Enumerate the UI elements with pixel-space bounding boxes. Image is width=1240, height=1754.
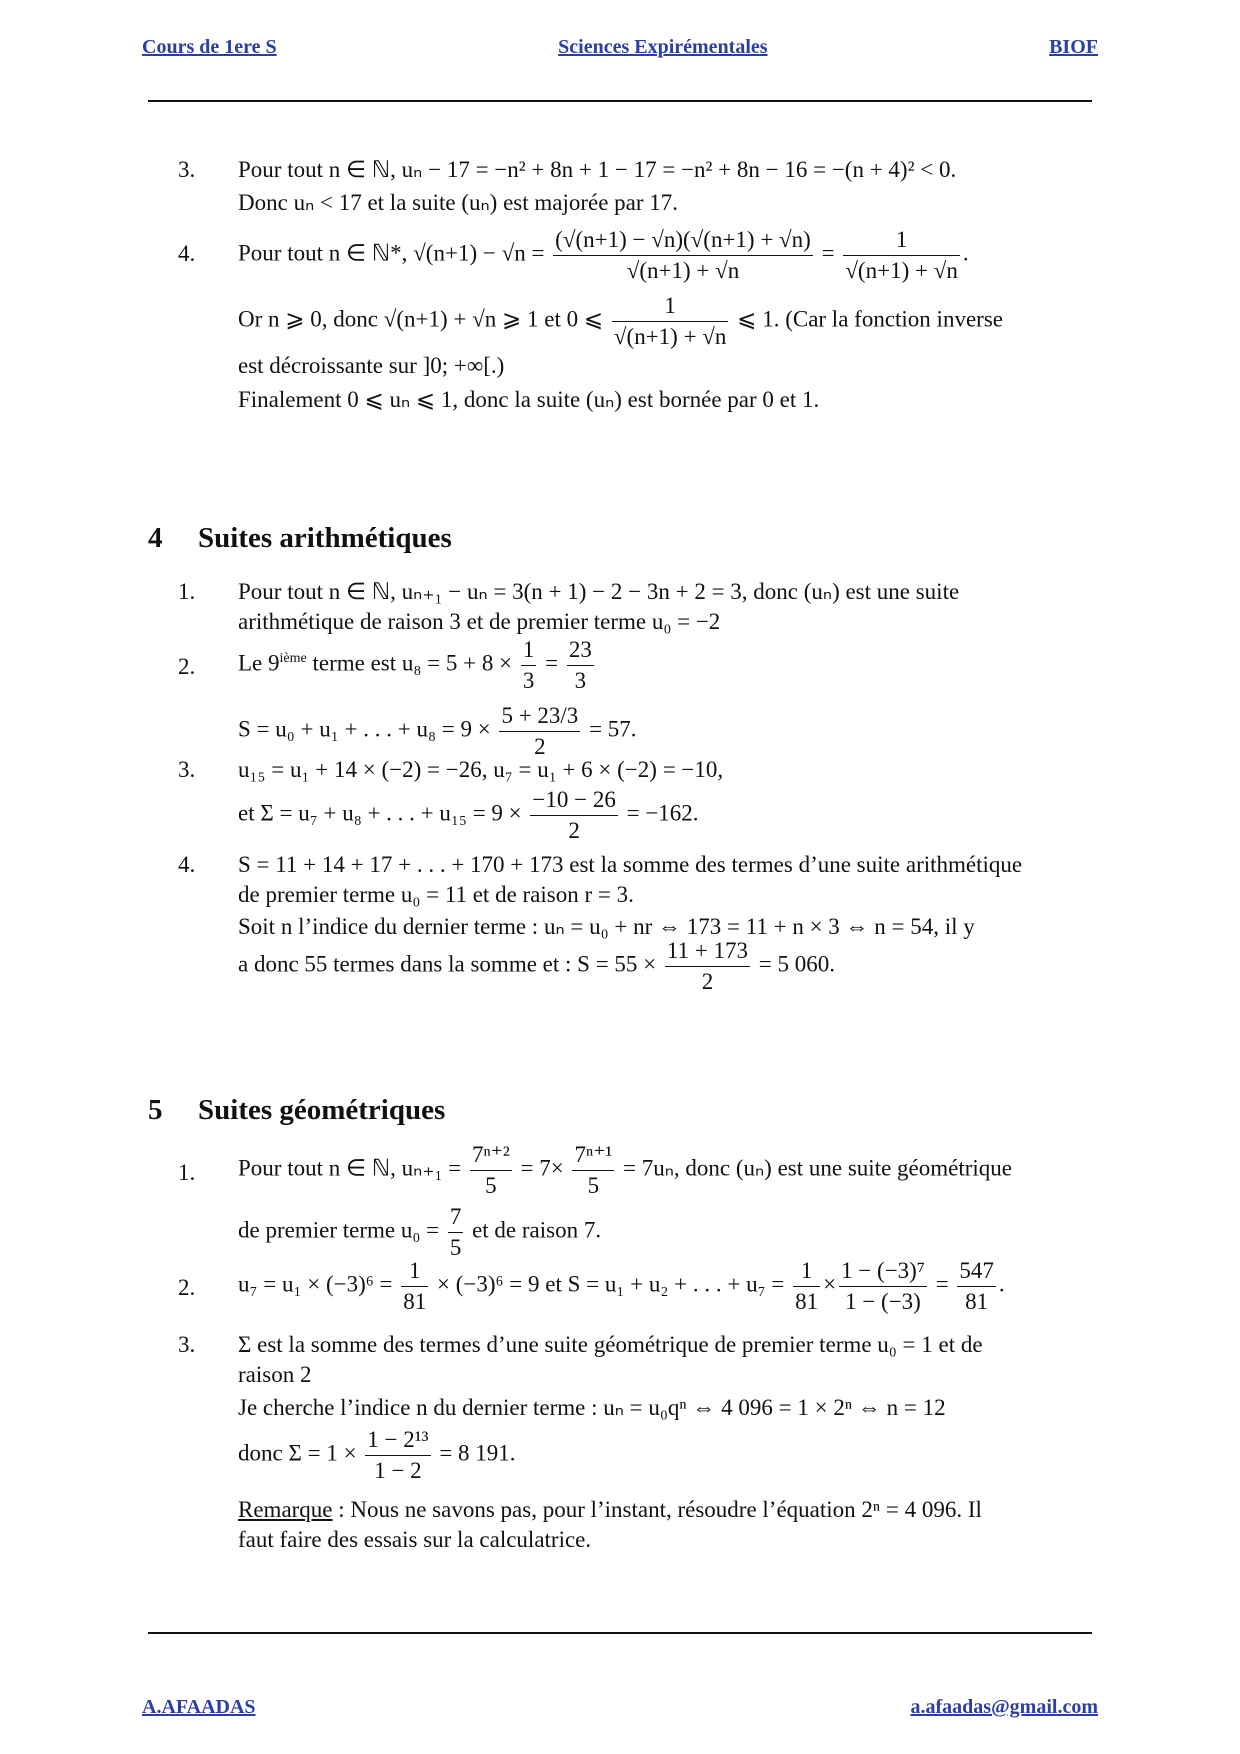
text: = −162.: [626, 800, 699, 826]
text: =: [545, 650, 559, 676]
text: donc Σ = 1 ×: [238, 1440, 357, 1466]
item-line: Pour tout n ∈ ℕ, uₙ − 17 = −n² + 8n + 1 − 17 = −n² + 8n − 16 = −(n + 4)² < 0.: [238, 157, 957, 182]
item-line: Donc uₙ < 17 et la suite (uₙ) est majorée par 17.: [238, 190, 679, 215]
numerator: (√(n+1) − √n)(√(n+1) + √n): [555, 227, 811, 252]
item-number: 1.: [178, 579, 196, 604]
item-line: S = 11 + 14 + 17 + . . . + 170 + 173 est la somme des termes d’une suite arithmétique: [238, 852, 1023, 877]
remark-line: [238, 1495, 1092, 1525]
item-line: [238, 1140, 1092, 1201]
numerator: 1: [409, 1258, 421, 1283]
denominator: 3: [521, 665, 537, 696]
header-subject[interactable]: Sciences Expirémentales: [558, 36, 768, 58]
numerator: 23: [568, 637, 592, 662]
item-number: 3.: [178, 1332, 196, 1357]
text: Pour tout n ∈ ℕ, uₙ₊₁ =: [238, 1155, 462, 1181]
denominator: 2: [499, 731, 580, 762]
text: = 7uₙ, donc (uₙ) est une suite géométrique: [623, 1155, 1012, 1181]
fraction: [530, 785, 617, 846]
numerator: 1: [800, 1258, 813, 1283]
item-number: 2.: [178, 654, 196, 679]
fraction: [365, 1425, 430, 1486]
header-rule: [148, 100, 1092, 102]
item-number: 4.: [178, 241, 196, 266]
text: et Σ = u₇ + u₈ + . . . + u₁₅ = 9 ×: [238, 800, 522, 826]
denominator: √(n+1) + √n: [553, 255, 813, 286]
section-number: 5: [148, 1094, 163, 1126]
item-line: Finalement 0 ⩽ uₙ ⩽ 1, donc la suite (uₙ) est bornée par 0 et 1.: [238, 387, 820, 412]
item-line: arithmétique de raison 3 et de premier terme u₀ = −2: [238, 609, 721, 634]
fraction: [470, 1140, 512, 1201]
item-number: 1.: [178, 1160, 196, 1185]
text: ×: [823, 1271, 837, 1297]
text: terme est u₈ = 5 + 8 ×: [312, 650, 513, 676]
item-line: de premier terme u₀ = 11 et de raison r = 3.: [238, 882, 634, 907]
item-line: [238, 225, 1092, 286]
fraction: [665, 936, 750, 997]
fraction: [612, 291, 729, 352]
numerator: 7ⁿ⁺²: [471, 1142, 510, 1167]
section-heading-4: [148, 520, 452, 558]
page-header: [142, 36, 1098, 59]
numerator: 5 + 23/3: [501, 703, 579, 728]
denominator: 81: [401, 1286, 428, 1317]
text: = 8 191.: [439, 1440, 516, 1466]
footer-author[interactable]: A.AFAADAS: [142, 1696, 256, 1718]
text: Le 9: [238, 650, 280, 676]
item-line: Pour tout n ∈ ℕ, uₙ₊₁ − uₙ = 3(n + 1) − 2 − 3n + 2 = 3, donc (uₙ) est une suite: [238, 579, 960, 604]
denominator: 3: [567, 665, 594, 696]
fraction: [843, 225, 960, 286]
item-line: [238, 635, 1092, 696]
text: =: [935, 1271, 949, 1297]
item-number: 3.: [178, 757, 196, 782]
text: de premier terme u₀ =: [238, 1217, 440, 1243]
section-number: 4: [148, 522, 163, 554]
superscript: ième: [279, 651, 307, 667]
fraction: [839, 1256, 927, 1317]
footer-rule: [148, 1632, 1092, 1634]
text: =: [821, 240, 835, 266]
item-line: est décroissante sur ]0; +∞[.): [238, 353, 505, 378]
denominator: 5: [572, 1170, 614, 1201]
text: .: [962, 240, 969, 266]
numerator: 11 + 173: [666, 938, 749, 963]
numerator: −10 − 26: [532, 787, 616, 812]
denominator: 1 − 2: [365, 1455, 430, 1486]
denominator: √(n+1) + √n: [843, 255, 960, 286]
denominator: √(n+1) + √n: [612, 321, 729, 352]
fraction: [572, 1140, 614, 1201]
numerator: 1: [522, 637, 535, 662]
numerator: 7ⁿ⁺¹: [574, 1142, 613, 1167]
item-line: Soit n l’indice du dernier terme : uₙ = u₀ + nr ⇔ 173 = 11 + n × 3 ⇔ n = 54, il y: [238, 914, 975, 939]
header-course[interactable]: Cours de 1ere S: [142, 36, 277, 58]
fraction: [567, 635, 594, 696]
item-line: [238, 1256, 1092, 1317]
numerator: 7: [449, 1204, 462, 1229]
fraction: [957, 1256, 996, 1317]
item-number: 3.: [178, 157, 196, 182]
fraction: [401, 1256, 428, 1317]
denominator: 81: [957, 1286, 996, 1317]
text: ⩽ 1. (Car la fonction inverse: [737, 306, 1003, 332]
item-number: 2.: [178, 1275, 196, 1300]
item-line: Σ est la somme des termes d’une suite géométrique de premier terme u₀ = 1 et de: [238, 1332, 983, 1357]
numerator: 1: [895, 227, 908, 252]
fraction: [793, 1256, 820, 1317]
text: = 5 060.: [758, 951, 836, 977]
item-number: 4.: [178, 852, 196, 877]
item-line: [238, 291, 1092, 352]
item-line: [238, 936, 1092, 997]
numerator: 1 − (−3)⁷: [841, 1258, 925, 1283]
remark-label: Remarque: [238, 1497, 333, 1522]
section-heading-5: [148, 1092, 445, 1130]
page-footer: [142, 1696, 1098, 1719]
footer-email[interactable]: a.afaadas@gmail.com: [910, 1696, 1098, 1718]
text: = 57.: [589, 716, 637, 742]
item-line: [238, 1425, 1092, 1486]
text: Pour tout n ∈ ℕ*, √(n+1) − √n =: [238, 240, 545, 266]
text: = 7×: [520, 1155, 564, 1181]
item-line: [238, 701, 1092, 762]
remark-line: faut faire des essais sur la calculatrice.: [238, 1527, 592, 1552]
item-line: [238, 785, 1092, 846]
numerator: 1: [664, 293, 676, 318]
numerator: 547: [959, 1258, 994, 1283]
fraction: [499, 701, 580, 762]
fraction: [553, 225, 813, 286]
text: × (−3)⁶ = 9 et S = u₁ + u₂ + . . . + u₇ =: [437, 1271, 785, 1297]
denominator: 5: [448, 1232, 464, 1263]
item-line: [238, 1202, 1092, 1263]
fraction: [448, 1202, 464, 1263]
header-program[interactable]: BIOF: [1049, 36, 1098, 58]
numerator: 1 − 2¹³: [367, 1427, 429, 1452]
text: a donc 55 termes dans la somme et : S = 55 ×: [238, 951, 657, 977]
denominator: 2: [665, 966, 750, 997]
text: S = u₀ + u₁ + . . . + u₈ = 9 ×: [238, 716, 491, 742]
denominator: 2: [530, 815, 617, 846]
denominator: 81: [793, 1286, 820, 1317]
text: .: [998, 1271, 1005, 1297]
section-title: Suites géométriques: [198, 1094, 446, 1126]
item-line: u₁₅ = u₁ + 14 × (−2) = −26, u₇ = u₁ + 6 × (−2) = −10,: [238, 757, 724, 782]
text: u₇ = u₁ × (−3)⁶ =: [238, 1271, 393, 1297]
denominator: 5: [470, 1170, 512, 1201]
section-title: Suites arithmétiques: [198, 522, 452, 554]
remark-text: : Nous ne savons pas, pour l’instant, résoudre l’équation 2ⁿ = 4 096. Il: [332, 1497, 982, 1522]
item-line: Je cherche l’indice n du dernier terme : uₙ = u₀qⁿ ⇔ 4 096 = 1 × 2ⁿ ⇔ n = 12: [238, 1395, 946, 1420]
fraction: [521, 635, 537, 696]
text: et de raison 7.: [472, 1217, 602, 1243]
text: Or n ⩾ 0, donc √(n+1) + √n ⩾ 1 et 0 ⩽: [238, 306, 604, 332]
denominator: 1 − (−3): [839, 1286, 927, 1317]
item-line: raison 2: [238, 1362, 312, 1387]
